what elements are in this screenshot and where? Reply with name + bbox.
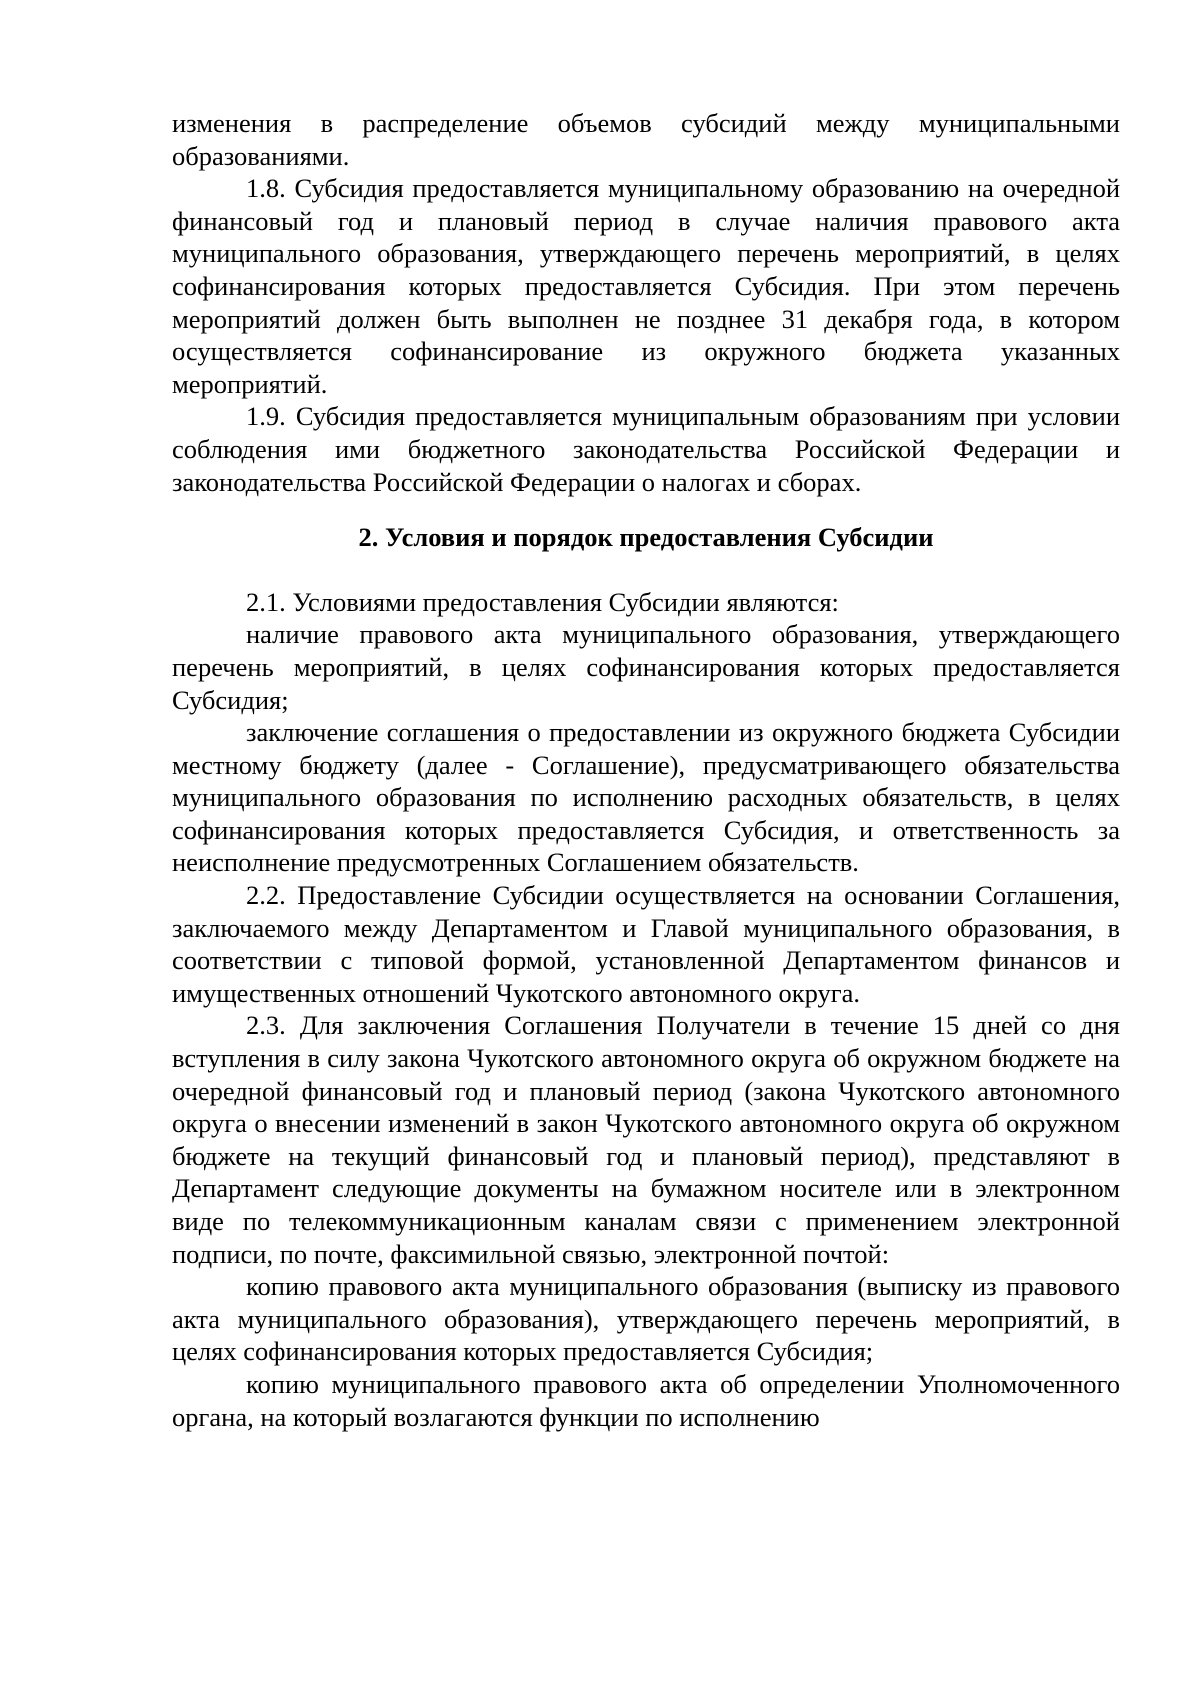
paragraph-1-7-continuation: изменения в распределение объемов субсидий между муниципальными образованиями. <box>172 108 1120 171</box>
paragraph-1-9: 1.9. Субсидия предоставляется муниципальным образованиям при условии соблюдения ими бюджетного законодательства Российской Федерации и законодательства Российской Федерации о налогах и сборах. <box>172 401 1120 497</box>
paragraph-2-3-item-a: копию правового акта муниципального образования (выписку из правового акта муниципального образования), утверждающего перечень мероприятий, в целях софинансирования которых предоставляется Субсидия; <box>172 1271 1120 1367</box>
paragraph-2-1: 2.1. Условиями предоставления Субсидии являются: <box>246 586 839 617</box>
spacer <box>172 498 1120 521</box>
section-2-heading: 2. Условия и порядок предоставления Субсидии <box>358 522 934 553</box>
paragraph-2-1-item-a: наличие правового акта муниципального образования, утверждающего перечень мероприятий, в целях софинансирования которых предоставляется Субсидия; <box>172 619 1120 715</box>
paragraph-2-1-item-b: заключение соглашения о предоставлении из окружного бюджета Субсидии местному бюджету (далее - Соглашение), предусматривающего обязательства муниципального образования по исполнению расходных обязательств, в целях софинансирования которых предоставляется Субсидия, и ответственность за неисполнение предусмотренных Соглашением обязательств. <box>172 717 1120 878</box>
spacer <box>172 554 1120 586</box>
document-page <box>172 107 1120 1433</box>
paragraph-1-8: 1.8. Субсидия предоставляется муниципальному образованию на очередной финансовый год и плановый период в случае наличия правового акта муниципального образования, утверждающего перечень мероприятий, в целях софинансирования которых предоставляется Субсидия. При этом перечень мероприятий должен быть выполнен не позднее 31 декабря года, в котором осуществляется софинансирование из окружного бюджета указанных мероприятий. <box>172 173 1120 399</box>
paragraph-2-3-item-b: копию муниципального правового акта об определении Уполномоченного органа, на который возлагаются функции по исполнению <box>172 1368 1120 1432</box>
paragraph-2-3: 2.3. Для заключения Соглашения Получатели в течение 15 дней со дня вступления в силу закона Чукотского автономного округа об окружном бюджете на очередной финансовый год и плановый период (закона Чукотского автономного округа о внесении изменений в закон Чукотского автономного округа об окружном бюджете на текущий финансовый год и плановый период), представляют в Департамент следующие документы на бумажном носителе или в электронном виде по телекоммуникационным каналам связи с применением электронной подписи, по почте, факсимильной связью, электронной почтой: <box>172 1010 1120 1269</box>
paragraph-2-2: 2.2. Предоставление Субсидии осуществляется на основании Соглашения, заключаемого между Департаментом и Главой муниципального образования, в соответствии с типовой формой, установленной Департаментом финансов и имущественных отношений Чукотского автономного округа. <box>172 880 1120 1008</box>
